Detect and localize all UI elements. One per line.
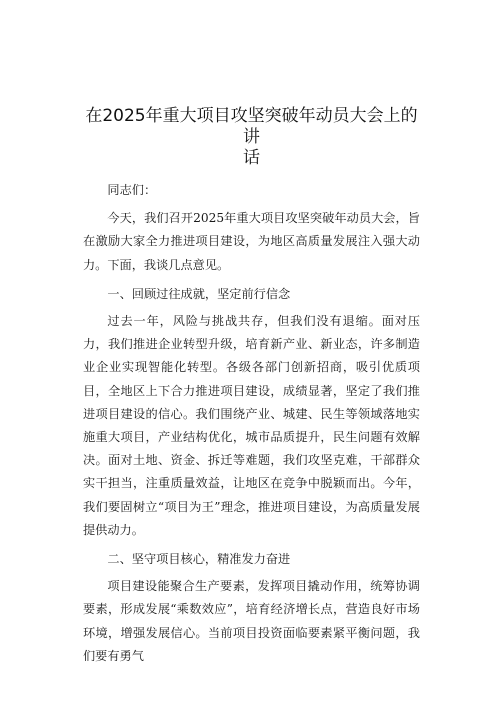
section-1-heading: 一、回顾过往成就，坚定前行信念 (107, 286, 291, 301)
section-2-heading: 二、坚守项目核心，精准发力奋进 (107, 552, 291, 567)
section-2-paragraph: 项目建设能聚合生产要素，发挥项目撬动作用，统筹协调要素，形成发展“乘数效应”，培育经济增长点，营造良好市场环境，增强发展信心。当前项目投资面临要素紧平衡问题，我们要有勇气 (83, 579, 420, 663)
document-body (83, 179, 420, 668)
title-line-1: 在2025年重大项目攻坚突破年动员大会上的讲 (85, 106, 418, 147)
section-1-paragraph: 过去一年，风险与挑战共存，但我们没有退缩。面对压力，我们推进企业转型升级，培育新产业、新业态，许多制造业企业实现智能化转型。各级各部门创新招商，吸引优质项目，全地区上下合力推进项目建设，成绩显著，坚定了我们推进项目建设的信心。我们围绕产业、城建、民生等领域落地实施重大项目，产业结构优化，城市品质提升，民生问题有效解决。面对土地、资金、拆迁等难题，我们攻坚克难，干部群众实干担当，注重质量效益，让地区在竞争中脱颖而出。今年，我们要固树立“项目为王”理念，推进项目建设，为高质量发展提供动力。 (83, 314, 420, 537)
salutation: 同志们： (107, 183, 157, 197)
document-title (83, 106, 420, 169)
title-line-2: 话 (243, 148, 260, 168)
intro-paragraph: 今天，我们召开2025年重大项目攻坚突破年动员大会，旨在激励大家全力推进项目建设，为地区高质量发展注入强大动力。下面，我谈几点意见。 (83, 211, 420, 272)
